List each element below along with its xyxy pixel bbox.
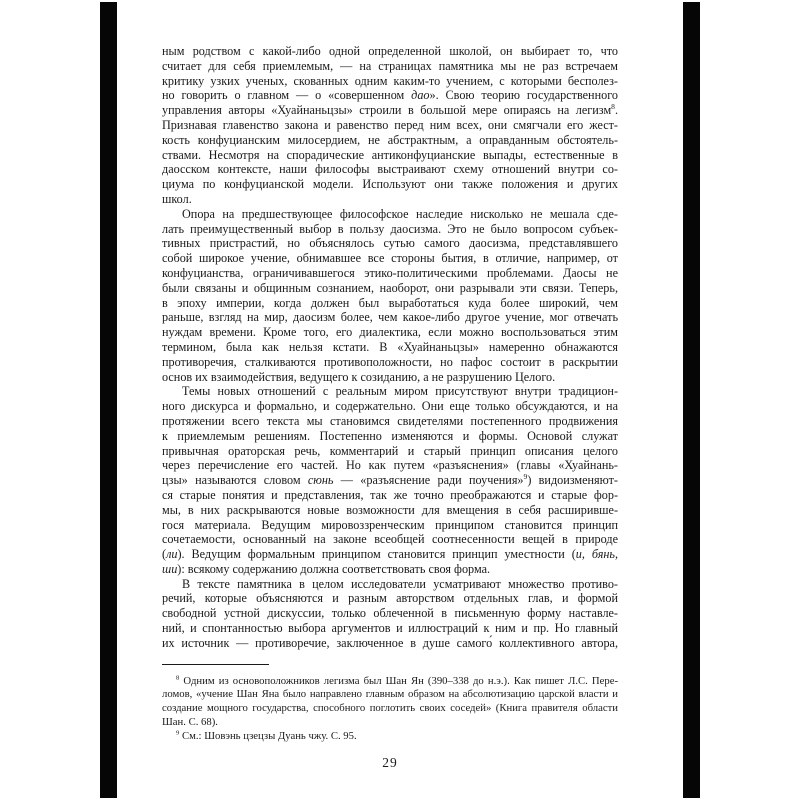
text-line: циума по конфуцианской модели. Используют они также положения и других <box>162 177 618 192</box>
footnote-separator <box>162 664 269 665</box>
text-line: тивных пристрастий, но объяснялось сутью самого даосизма, представлявшего <box>162 236 618 251</box>
text-line: ся старые понятия и представления, так же точно преображаются и старые фор- <box>162 487 618 502</box>
page-body <box>162 44 618 771</box>
text-line: ным родством с какой-либо одной определенной школой, он выбирает то, что <box>162 44 618 58</box>
text-line: к приемлемым решениям. Постепенно изменяются и формы. Основой служат <box>162 428 618 443</box>
footnote-line: Шан. С. 68). <box>162 716 218 729</box>
text-line: кость конфуцианским милосердием, не абстрактным, а оправданным обстоятель- <box>162 132 618 147</box>
text-line: цзы» называются словом сюнь — «разъяснение ради поучения»$^9$) видоизменяют- <box>162 472 618 488</box>
text-line: в эпоху империи, когда должен был выработаться куда более широкий, чем <box>162 295 618 310</box>
text-line: но говорить о главном — о «совершенном дао». Свою теорию государственного <box>162 88 618 103</box>
text-line: нуждам времени. Кроме того, его диалектика, если можно воспользоваться этим <box>162 325 618 340</box>
footnote-line: $^9$ См.: Шовэнь цзецзы Дуань чжу. С. 95. <box>176 729 357 742</box>
text-line: даосском контексте, наши философы выстраивают схему отношений внутри со- <box>162 162 618 177</box>
text-line: были связаны и общинным сознанием, наоборот, они разрывали эти связи. Теперь, <box>162 280 618 295</box>
text-line: термином, была как нельзя кстати. В «Хуайнаньцзы» намеренно обнажаются <box>162 339 618 354</box>
text-line: ний, и спонтанностью выбора аргументов и иллюстраций к ним и пр. Но главный <box>162 621 618 636</box>
text-line: противоречия, сталкиваются противоположности, но пафос состоит в раскрытии <box>162 354 618 369</box>
text-line: через перечисление его частей. Но как путем «разъяснения» (главы «Хуайнань- <box>162 458 618 473</box>
paragraph <box>162 207 618 385</box>
footnote-line: ломов, «учение Шан Яна было направлено главным образом на абсолютизацию царской власти и <box>162 688 618 701</box>
text-line: школ. <box>162 191 192 206</box>
text-line: собой широкое учение, обнимавшее все стороны бытия, в отличие, например, от <box>162 251 618 266</box>
text-line: (ли). Ведущим формальным принципом становится принцип уместности (и, бянь, <box>162 547 618 562</box>
text-line: Признавая главенство закона и равенство перед ним всех, они смягчали его жест- <box>162 117 618 132</box>
footnote-9 <box>162 730 618 744</box>
text-line: критику узких ученых, скованных одним каким-то учением, с которыми бесполез- <box>162 73 618 88</box>
text-line: гося материала. Ведущим мировоззренческим принципом становится принцип <box>162 517 618 532</box>
paragraph <box>162 577 618 651</box>
scan-edge-bar-right <box>683 2 700 798</box>
body-text <box>162 44 618 651</box>
text-line: протяжении всего текста мы становимся свидетелями постепенного продвижения <box>162 413 618 428</box>
text-line: Опора на предшествующее философское наследие нисколько не мешала сде- <box>182 206 618 221</box>
footnote-line: создание мощного государства, способного поглотить своих соседей» (Книга правителя области <box>162 702 618 715</box>
text-line: Темы новых отношений с реальным миром присутствуют внутри традицион- <box>182 384 618 399</box>
scan-edge-bar-left <box>100 2 117 798</box>
text-line: раньше, взгляд на мир, даосизм более, чем какое-либо другое учение, мог отвечать <box>162 310 618 325</box>
text-line: основ их взаимодействия, ведущего к созиданию, а не разрушению Целого. <box>162 369 556 384</box>
paragraph <box>162 384 618 576</box>
text-line: лать преимущественный выбор в пользу даосизма. Это не было вопросом субъек- <box>162 221 618 236</box>
text-line: ного дискурса и формально, и содержательно. Они еще только обсуждаются, и на <box>162 399 618 414</box>
footnotes-block <box>162 675 618 744</box>
text-line: мы, в них раскрываются новые возможности для вмещения в себя расширивше- <box>162 502 618 517</box>
text-line: речий, которые объясняются и разным авторством отдельных глав, и формой <box>162 591 618 606</box>
paragraph <box>162 44 618 207</box>
text-line: считает для себя приемлемым, — на страницах памятника мы не раз встречаем <box>162 58 618 73</box>
text-line: свободной устной дискуссии, только облеченной в письменную форму наставле- <box>162 606 618 621</box>
text-line: В тексте памятника в целом исследователи усматривают множество противо- <box>182 576 618 591</box>
footnote-8 <box>162 675 618 730</box>
page-number: 29 <box>382 754 398 770</box>
text-line: ствами. Несмотря на спорадические антиконфуцианские выпады, естественные в <box>162 147 618 162</box>
text-line: конфуцианства, ограничивавшегося этико-политическими проблемами. Даосы не <box>162 265 618 280</box>
text-line: ши): всякому содержанию должна соответствовать своя форма. <box>162 561 491 576</box>
text-line: привычная ораторская речь, комментарий и старый принцип описания целого <box>162 443 618 458</box>
text-line: сочетаемости, основанный на законе всеобщей соотнесенности вещей в природе <box>162 532 618 547</box>
text-line: управления авторы «Хуайнаньцзы» строили в большой мере опираясь на легизм$^8$. <box>162 102 618 118</box>
text-line: их источник — противоречие, заключенное в душе самого́ коллективного автора, <box>162 635 618 650</box>
footnote-line: $^8$ Одним из основоположников легизма был Шан Ян (390–338 до н.э.). Как пишет Л.С. Пере- <box>176 674 618 687</box>
